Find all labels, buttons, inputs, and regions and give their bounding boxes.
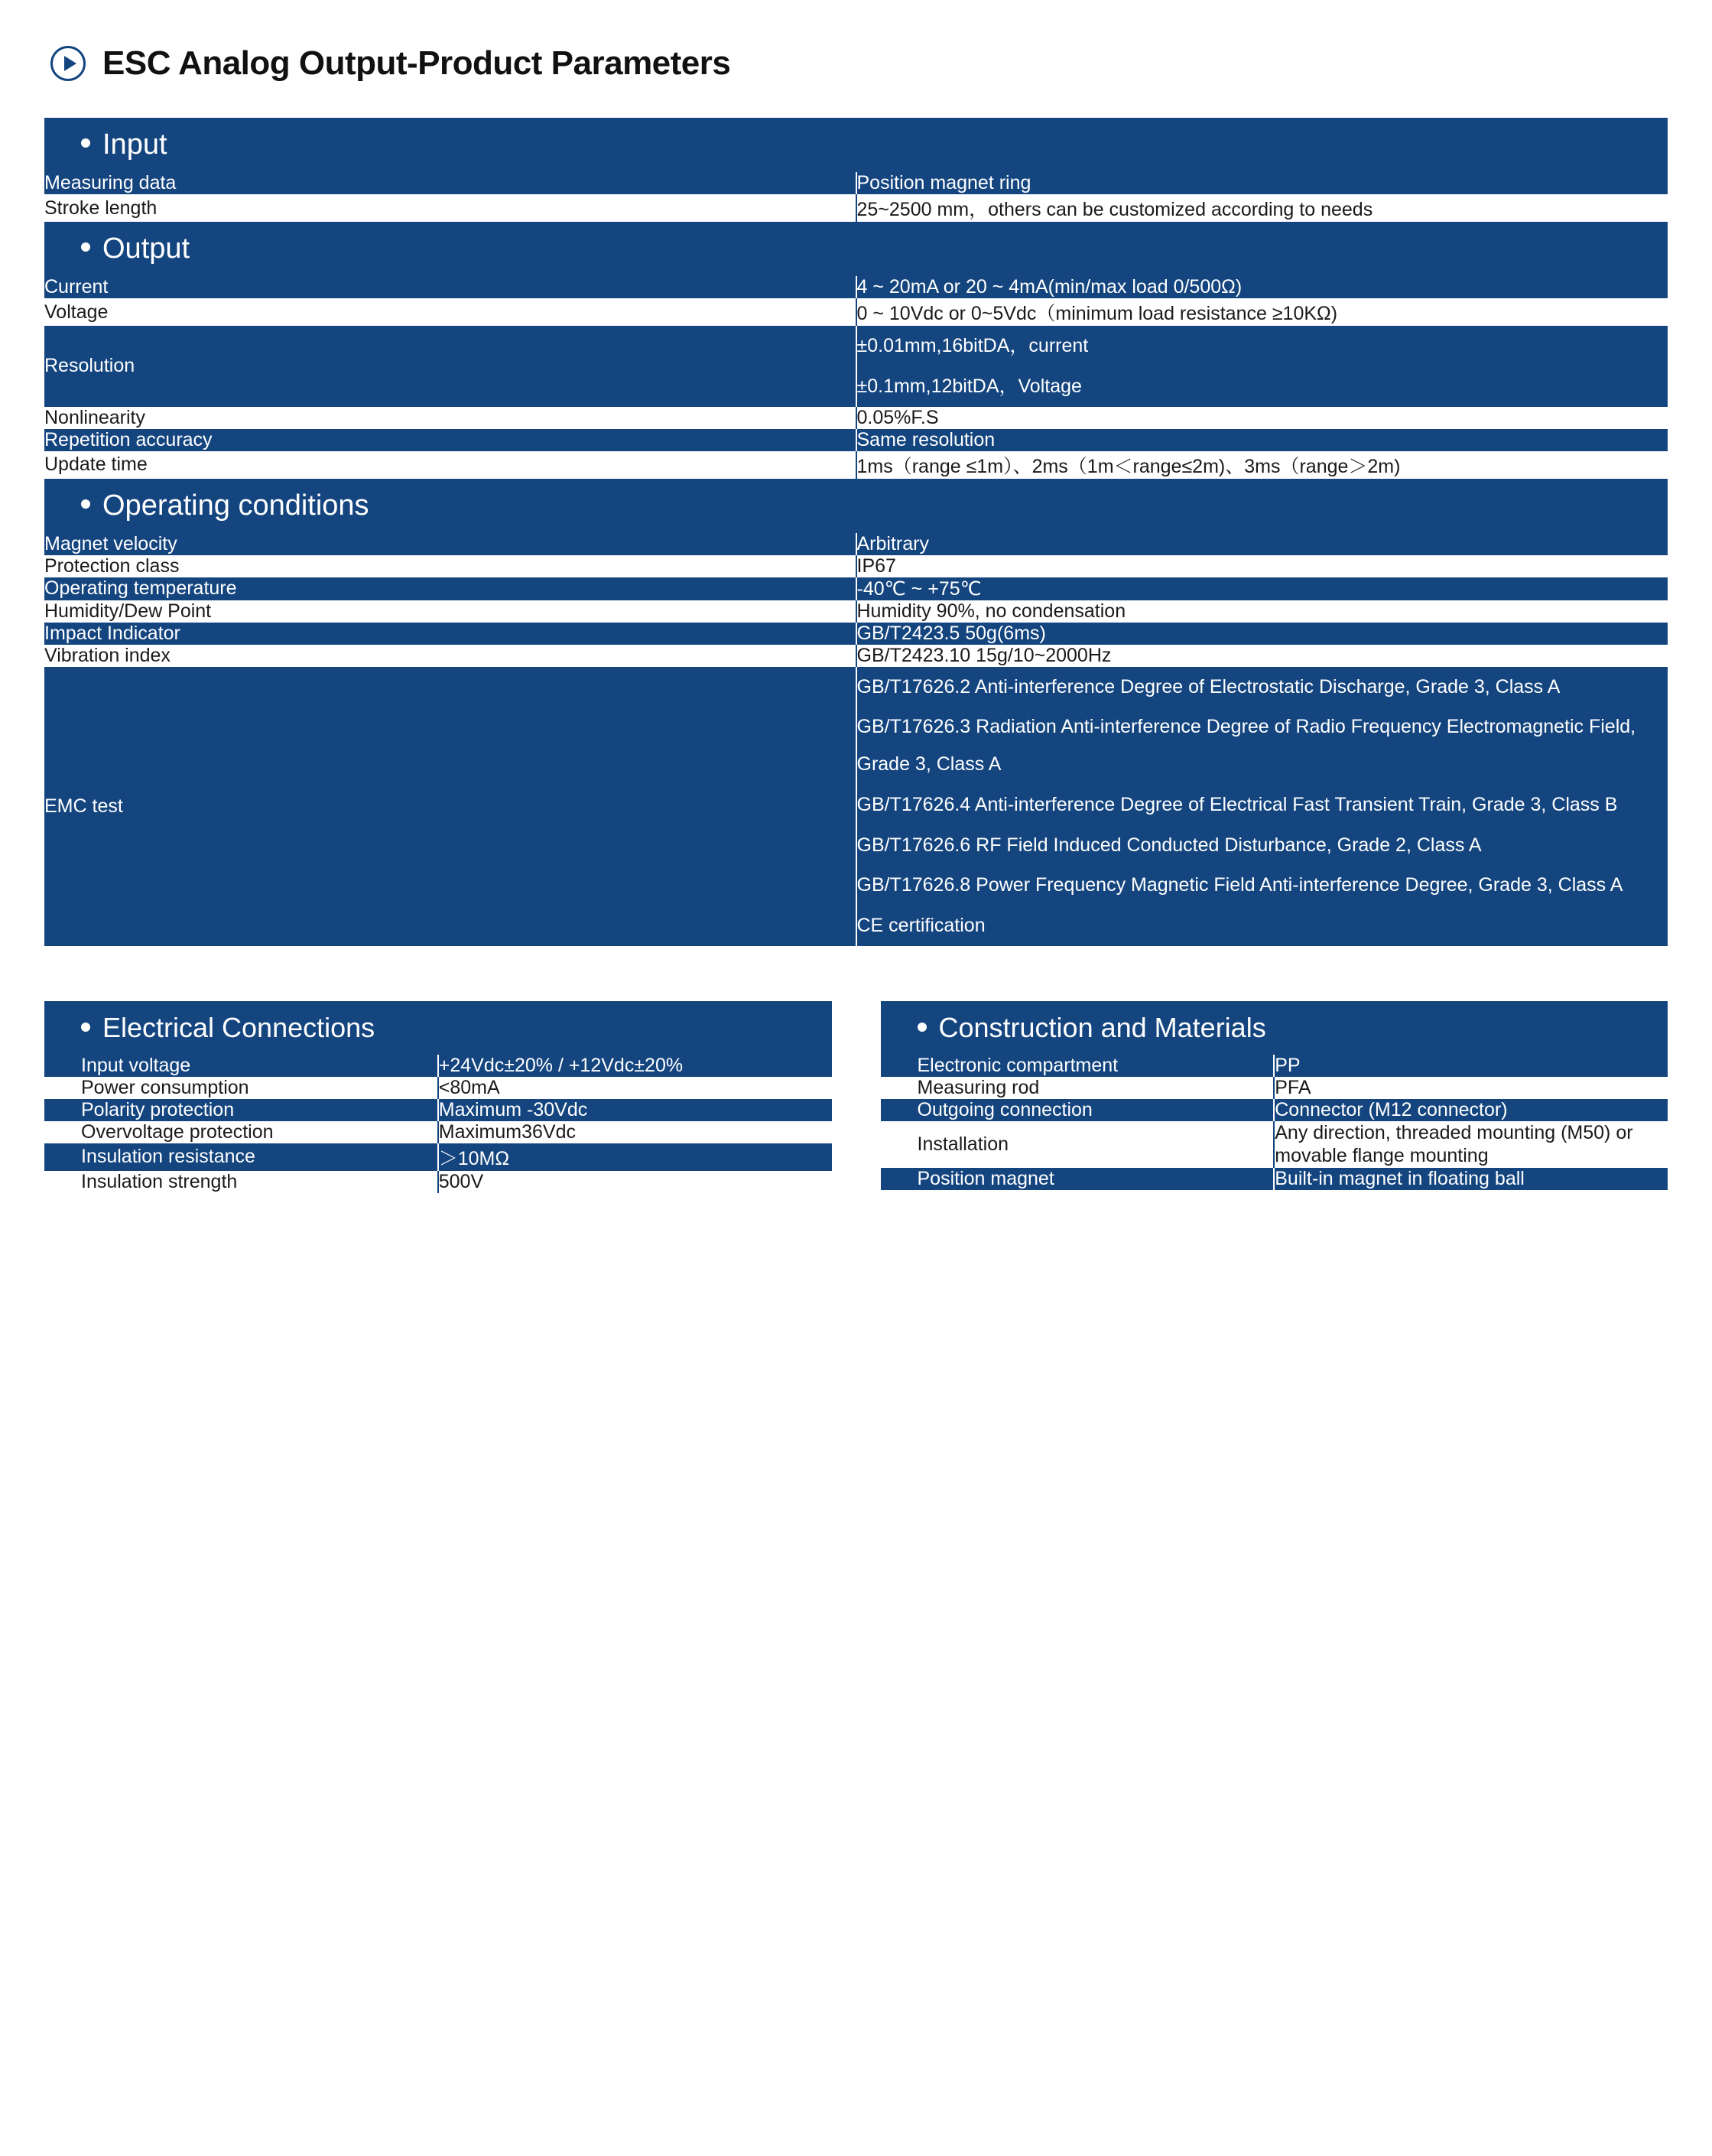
spec-value: Same resolution (856, 429, 1668, 451)
spec-label: Electronic compartment (881, 1055, 1275, 1077)
section-header (44, 222, 1668, 276)
section-header (44, 479, 1668, 533)
spec-value: Maximum36Vdc (438, 1121, 832, 1143)
spec-value-line: GB/T17626.6 RF Field Induced Conducted Disturbance, Grade 2, Class A (856, 834, 1482, 856)
spec-label: Input voltage (44, 1055, 438, 1077)
bullet-icon (81, 138, 90, 148)
spec-value: <80mA (438, 1077, 832, 1099)
spec-value: 0.05%F.S (856, 407, 1668, 429)
construction-materials-section (881, 1001, 1668, 1193)
spec-label: Polarity protection (44, 1099, 438, 1121)
spec-label: Resolution (44, 326, 856, 407)
spec-label: Measuring rod (881, 1077, 1275, 1099)
spec-value: GB/T2423.10 15g/10~2000Hz (856, 645, 1668, 667)
electrical-connections-section (44, 1001, 832, 1193)
spec-row (44, 298, 1668, 326)
spec-value: PP (1274, 1055, 1668, 1077)
spec-row (881, 1168, 1668, 1190)
spec-value: 25~2500 mm，others can be customized according to needs (856, 194, 1668, 222)
spec-value: GB/T2423.5 50g(6ms) (856, 623, 1668, 645)
spec-label: Current (44, 276, 856, 298)
spec-row (44, 276, 1668, 298)
section-title: Input (102, 128, 167, 161)
spec-value (856, 667, 1668, 946)
spec-value-line: GB/T17626.8 Power Frequency Magnetic Field Anti-interference Degree, Grade 3, Class A (856, 874, 1623, 896)
play-circle-icon (50, 46, 86, 81)
spec-label: Magnet velocity (44, 533, 856, 555)
spec-value-line: ±0.01mm,16bitDA，current (856, 335, 1089, 356)
spec-row (44, 326, 1668, 407)
section-title: Electrical Connections (102, 1011, 375, 1043)
spec-value: IP67 (856, 555, 1668, 577)
section-header (44, 118, 1668, 172)
spec-value-line: GB/T17626.4 Anti-interference Degree of Electrical Fast Transient Train, Grade 3, Class B (856, 793, 1618, 815)
spec-row (44, 1055, 832, 1077)
construction-materials-table (881, 1001, 1668, 1190)
spec-label: Vibration index (44, 645, 856, 667)
spec-label: EMC test (44, 667, 856, 946)
spec-row (44, 555, 1668, 577)
spec-label: Measuring data (44, 172, 856, 194)
spec-row (44, 1121, 832, 1143)
bullet-icon (81, 1023, 90, 1032)
spec-row (44, 1143, 832, 1171)
spec-label: Operating temperature (44, 577, 856, 600)
spec-row (44, 451, 1668, 479)
spec-value: Arbitrary (856, 533, 1668, 555)
spec-value: 0 ~ 10Vdc or 0~5Vdc（minimum load resistance ≥10KΩ) (856, 298, 1668, 326)
spec-value: Maximum -30Vdc (438, 1099, 832, 1121)
spec-label: Voltage (44, 298, 856, 326)
spec-row (44, 623, 1668, 645)
spec-label: Repetition accuracy (44, 429, 856, 451)
spec-row (44, 667, 1668, 946)
spec-value-line: CE certification (856, 915, 986, 936)
spec-label: Power consumption (44, 1077, 438, 1099)
spec-value: PFA (1274, 1077, 1668, 1099)
section-title: Operating conditions (102, 489, 369, 522)
spec-value: ＞10MΩ (438, 1143, 832, 1171)
spec-row (881, 1055, 1668, 1077)
spec-value (856, 326, 1668, 407)
spec-row (881, 1099, 1668, 1121)
spec-label: Insulation strength (44, 1171, 438, 1193)
spec-row (44, 533, 1668, 555)
bullet-icon (81, 499, 90, 509)
spec-label: Impact Indicator (44, 623, 856, 645)
main-spec-table (44, 118, 1668, 946)
spec-value: 4 ~ 20mA or 20 ~ 4mA(min/max load 0/500Ω) (856, 276, 1668, 298)
bottom-sections (44, 1001, 1668, 1193)
spec-value: Built-in magnet in floating ball (1274, 1168, 1668, 1190)
spec-label: Installation (881, 1121, 1275, 1168)
section-header (881, 1001, 1668, 1055)
spec-value: -40℃ ~ +75℃ (856, 577, 1668, 600)
spec-row (44, 1077, 832, 1099)
spec-value: 1ms（range ≤1m）、2ms（1m＜range≤2m)、3ms（range＞2m) (856, 451, 1668, 479)
spec-label: Stroke length (44, 194, 856, 222)
spec-value: +24Vdc±20% / +12Vdc±20% (438, 1055, 832, 1077)
section-title: Output (102, 233, 190, 265)
section-title: Construction and Materials (938, 1011, 1266, 1043)
spec-row (44, 1171, 832, 1193)
electrical-connections-table (44, 1001, 832, 1193)
spec-row (44, 1099, 832, 1121)
spec-row (44, 600, 1668, 623)
spec-row (44, 172, 1668, 194)
spec-row (44, 407, 1668, 429)
bullet-icon (81, 242, 90, 252)
spec-value: Any direction, threaded mounting (M50) or movable flange mounting (1274, 1121, 1668, 1168)
spec-label: Overvoltage protection (44, 1121, 438, 1143)
spec-row (881, 1077, 1668, 1099)
page-title: ESC Analog Output-Product Parameters (102, 44, 731, 82)
spec-row (44, 429, 1668, 451)
section-header (44, 1001, 832, 1055)
spec-value-line: GB/T17626.2 Anti-interference Degree of Electrostatic Discharge, Grade 3, Class A (856, 675, 1561, 698)
spec-label: Outgoing connection (881, 1099, 1275, 1121)
spec-value: Position magnet ring (856, 172, 1668, 194)
spec-row (44, 577, 1668, 600)
spec-value-line: GB/T17626.3 Radiation Anti-interference Degree of Radio Frequency Electromagnetic Field, Grade 3, Class A (856, 716, 1636, 775)
spec-label: Protection class (44, 555, 856, 577)
spec-label: Humidity/Dew Point (44, 600, 856, 623)
spec-label: Update time (44, 451, 856, 479)
spec-row (44, 645, 1668, 667)
page-header (50, 44, 1668, 83)
spec-row (44, 194, 1668, 222)
spec-row (881, 1121, 1668, 1168)
spec-value: Humidity 90%, no condensation (856, 600, 1668, 623)
spec-value: Connector (M12 connector) (1274, 1099, 1668, 1121)
spec-label: Insulation resistance (44, 1143, 438, 1171)
spec-label: Nonlinearity (44, 407, 856, 429)
spec-label: Position magnet (881, 1168, 1275, 1190)
spec-value-line: ±0.1mm,12bitDA，Voltage (856, 375, 1082, 397)
bullet-icon (918, 1023, 927, 1032)
spec-value: 500V (438, 1171, 832, 1193)
